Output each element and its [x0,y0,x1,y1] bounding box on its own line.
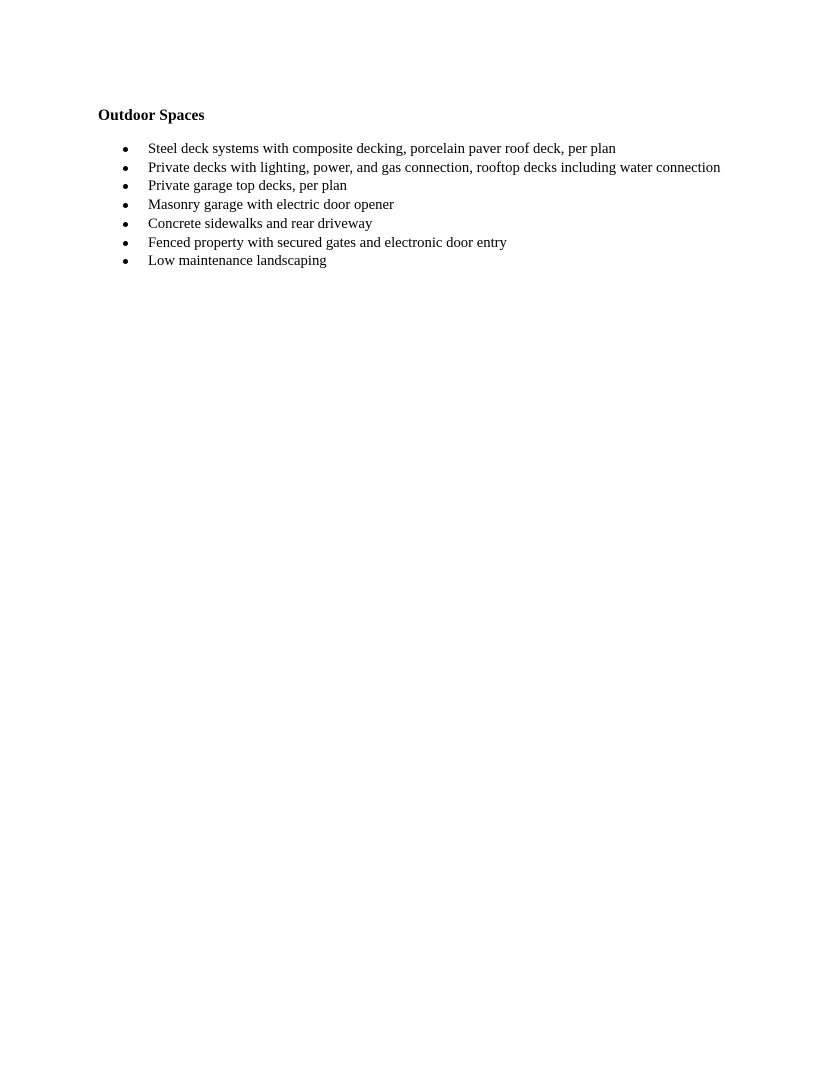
list-item [98,140,745,159]
list-item-text: Concrete sidewalks and rear driveway [148,215,373,232]
list-item [98,234,745,253]
list-item [98,252,745,271]
bullet-icon [123,222,128,227]
section-heading: Outdoor Spaces [98,107,205,124]
bullet-icon [123,184,128,189]
bullet-icon [123,147,128,152]
list-item-text: Low maintenance landscaping [148,253,327,270]
bullet-icon [123,166,128,171]
bullet-icon [123,259,128,264]
list-item-text: Masonry garage with electric door opener [148,197,394,214]
list-item [98,196,745,215]
document-content [98,106,745,271]
list-item [98,159,745,178]
list-item-text: Private garage top decks, per plan [148,178,348,195]
list-item [98,177,745,196]
bullet-icon [123,203,128,208]
list-item-text: Fenced property with secured gates and electronic door entry [148,234,507,251]
list-item-text: Private decks with lighting, power, and gas connection, rooftop decks including water connection [148,159,721,176]
bullet-icon [123,241,128,246]
list-item-text: Steel deck systems with composite decking, porcelain paver roof deck, per plan [148,141,616,157]
bullet-list [98,140,745,271]
list-item [98,215,745,234]
